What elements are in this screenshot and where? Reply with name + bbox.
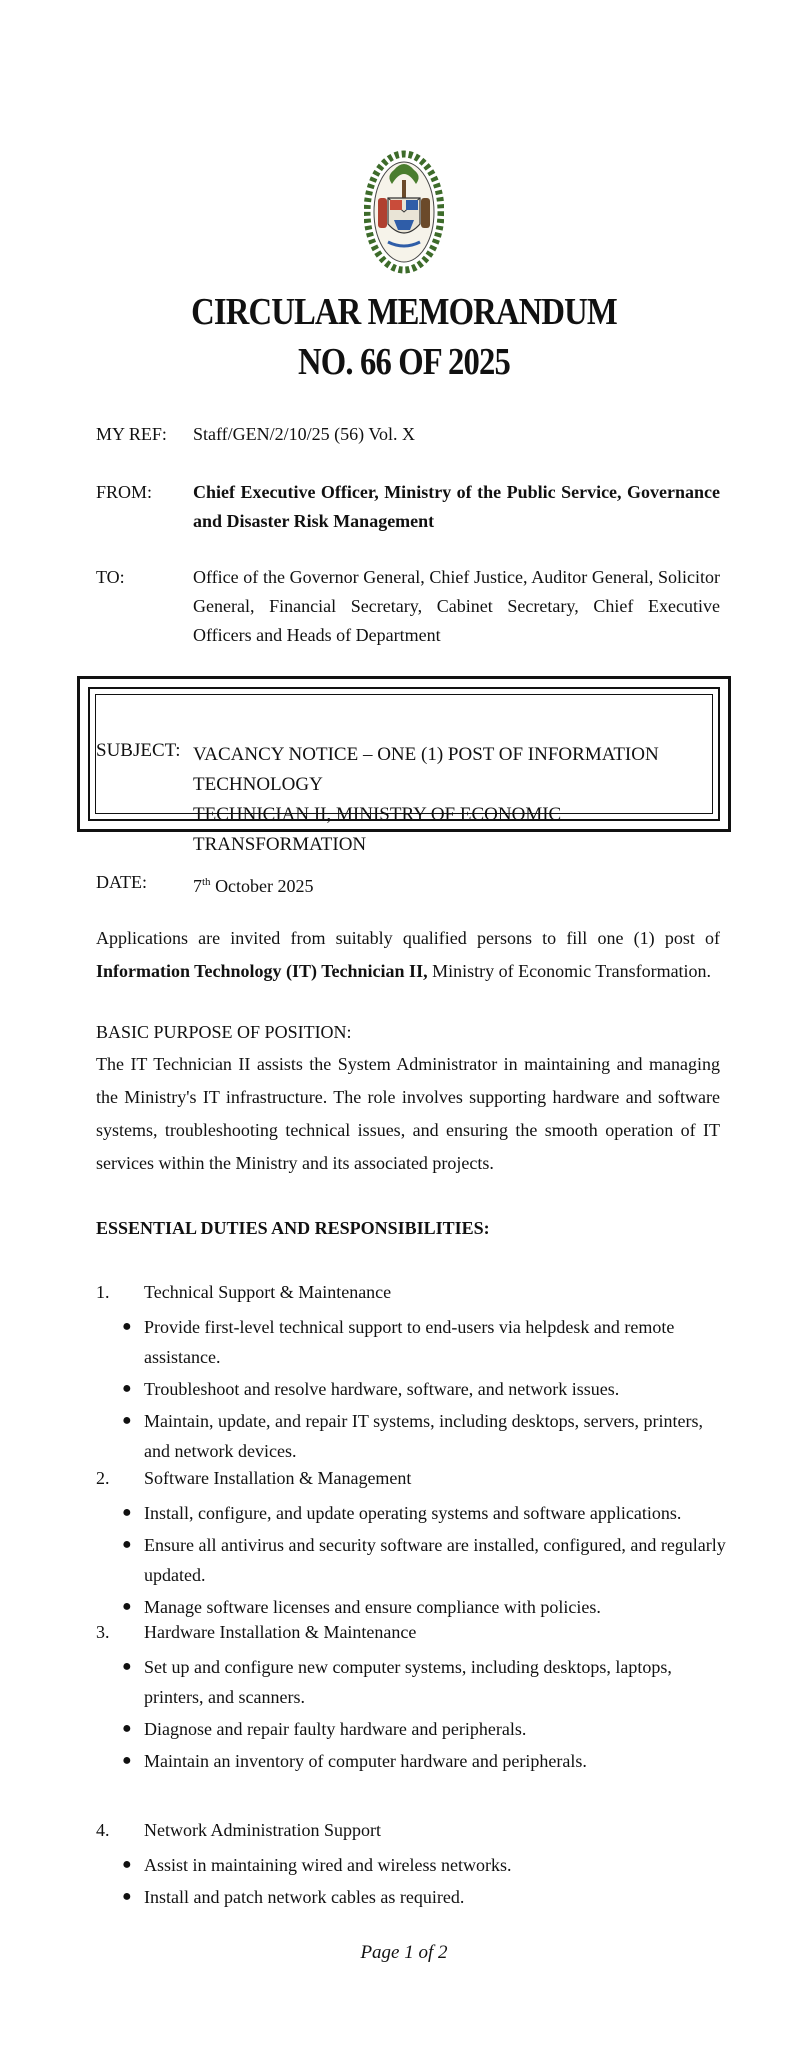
bullet-icon: ●: [122, 1380, 132, 1397]
bullet-icon: ●: [122, 1504, 132, 1521]
memo-number: NO. 66 OF 2025: [298, 341, 510, 383]
purpose-paragraph: The IT Technician II assists the System Administrator in maintaining and managing the Ministry's IT infrastructure. The role involves supporting hardware and software systems, troubleshooting technical issues, and ensuring the smooth operation of IT services within the Ministry and its associated projects.: [96, 1054, 720, 1173]
bullet-icon: ●: [122, 1856, 132, 1873]
date-value: 7th October 2025: [193, 876, 314, 896]
section-3-list: [120, 1652, 730, 1778]
bullet-icon: ●: [122, 1536, 132, 1553]
section-title: Hardware Installation & Maintenance: [144, 1622, 417, 1642]
subject-line-1: VACANCY NOTICE – ONE (1) POST OF INFORMATION TECHNOLOGY: [193, 744, 659, 795]
bullet-icon: ●: [122, 1658, 132, 1675]
purpose-heading: BASIC PURPOSE OF POSITION:: [96, 1022, 352, 1042]
section-1-list: [120, 1312, 730, 1468]
list-item: ● Maintain an inventory of computer hardware and peripherals.: [120, 1746, 730, 1776]
section-title: Network Administration Support: [144, 1820, 381, 1840]
ref-label: MY REF:: [96, 424, 167, 444]
page-number: Page 1 of 2: [360, 1942, 448, 1963]
bullet-icon: ●: [122, 1598, 132, 1615]
from-label: FROM:: [96, 482, 153, 502]
list-item: ● Diagnose and repair faulty hardware and peripherals.: [120, 1714, 730, 1744]
list-item: ● Install and patch network cables as required.: [120, 1882, 730, 1912]
bullet-icon: ●: [122, 1720, 132, 1737]
section-number: 1.: [96, 1282, 110, 1302]
to-label: TO:: [96, 567, 125, 587]
list-item: ● Troubleshoot and resolve hardware, software, and network issues.: [120, 1374, 730, 1404]
subject-text: [193, 740, 725, 860]
subject-label: SUBJECT:: [96, 740, 181, 761]
list-item: ● Ensure all antivirus and security software are installed, configured, and regularly updated.: [120, 1530, 730, 1590]
list-item: ● Provide first-level technical support to end-users via helpdesk and remote assistance.: [120, 1312, 730, 1372]
intro-paragraph: Applications are invited from suitably qualified persons to fill one (1) post of Information Technology (IT) Technician II, Ministry of Economic Transformation.: [96, 928, 720, 981]
section-number: 3.: [96, 1622, 110, 1642]
section-2-list: [120, 1498, 730, 1624]
list-item: ● Manage software licenses and ensure compliance with policies.: [120, 1592, 730, 1622]
section-4-list: [120, 1850, 730, 1914]
ref-value: Staff/GEN/2/10/25 (56) Vol. X: [193, 424, 416, 444]
list-item: ● Maintain, update, and repair IT systems, including desktops, servers, printers, and network devices.: [120, 1406, 730, 1466]
section-number: 4.: [96, 1820, 110, 1840]
list-item: ● Install, configure, and update operating systems and software applications.: [120, 1498, 730, 1528]
subject-line-2: TECHNICIAN II, MINISTRY OF ECONOMIC TRANSFORMATION: [193, 804, 562, 855]
bullet-icon: ●: [122, 1888, 132, 1905]
list-item: ● Assist in maintaining wired and wireless networks.: [120, 1850, 730, 1880]
from-value: Chief Executive Officer, Ministry of the Public Service, Governance and Disaster Risk Management: [193, 482, 720, 531]
coat-of-arms-icon: [364, 150, 444, 276]
duties-heading: ESSENTIAL DUTIES AND RESPONSIBILITIES:: [96, 1218, 490, 1238]
bullet-icon: ●: [122, 1412, 132, 1429]
list-item: ● Set up and configure new computer systems, including desktops, laptops, printers, and scanners.: [120, 1652, 730, 1712]
to-value: Office of the Governor General, Chief Justice, Auditor General, Solicitor General, Financial Secretary, Cabinet Secretary, Chief Executive Officers and Heads of Department: [193, 567, 720, 645]
bullet-icon: ●: [122, 1318, 132, 1335]
memo-title: CIRCULAR MEMORANDUM: [191, 291, 617, 333]
bullet-icon: ●: [122, 1752, 132, 1769]
section-title: Technical Support & Maintenance: [144, 1282, 392, 1302]
section-title: Software Installation & Management: [144, 1468, 412, 1488]
date-label: DATE:: [96, 872, 147, 892]
section-number: 2.: [96, 1468, 110, 1488]
